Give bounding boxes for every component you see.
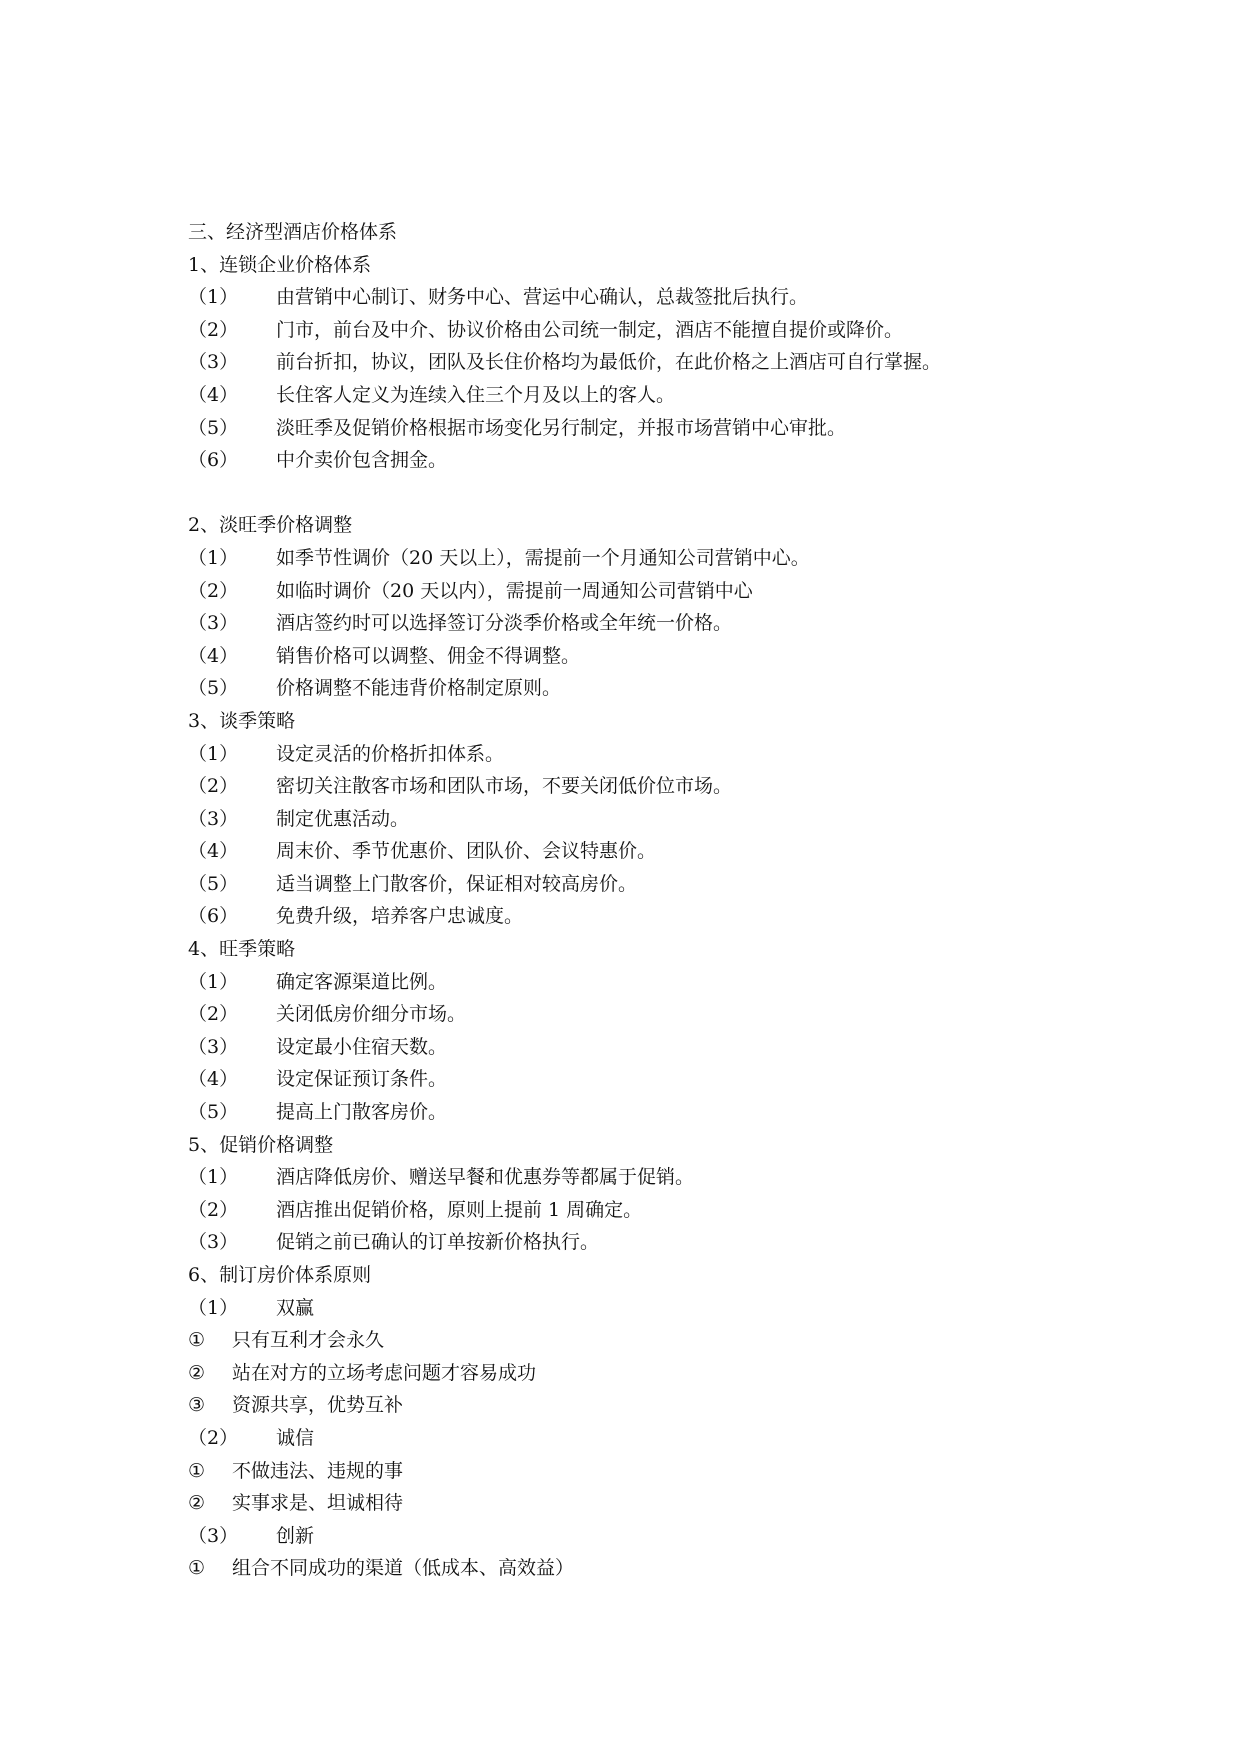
list-item <box>188 738 1148 771</box>
list-item <box>188 998 1148 1031</box>
item-text: 设定最小住宿天数。 <box>276 1035 448 1058</box>
item-text: 促销之前已确认的订单按新价格执行。 <box>276 1231 600 1254</box>
sub-point <box>188 1552 1148 1585</box>
section-heading: 4、旺季策略 <box>188 938 296 961</box>
sub-point-text: 组合不同成功的渠道（低成本、高效益） <box>232 1557 575 1580</box>
list-item <box>188 412 1148 445</box>
item-number: （3） <box>188 1524 239 1547</box>
item-text: 如临时调价（20 天以内），需提前一周通知公司营销中心 <box>276 579 753 602</box>
list-item <box>188 640 1148 673</box>
item-number: （2） <box>188 318 239 341</box>
section-heading: 6、制订房价体系原则 <box>188 1264 372 1286</box>
item-text: 双赢 <box>276 1296 315 1319</box>
list-item <box>188 900 1148 933</box>
sub-point-text: 只有互利才会永久 <box>232 1329 385 1352</box>
list-item <box>188 281 1148 314</box>
item-text: 如季节性调价（20 天以上），需提前一个月通知公司营销中心。 <box>276 546 810 569</box>
item-number: （5） <box>188 416 239 439</box>
item-number: （4） <box>188 383 239 406</box>
item-number: （3） <box>188 351 239 374</box>
item-text: 销售价格可以调整、佣金不得调整。 <box>276 644 581 667</box>
item-text: 适当调整上门散客价，保证相对较高房价。 <box>276 872 638 895</box>
section-heading: 1、连锁企业价格体系 <box>188 253 372 276</box>
item-number: （4） <box>188 1068 239 1091</box>
list-item <box>188 1031 1148 1064</box>
item-text: 酒店签约时可以选择签订分淡季价格或全年统一价格。 <box>276 612 733 635</box>
document-title: 三、经济型酒店价格体系 <box>188 221 398 243</box>
item-text: 设定保证预订条件。 <box>276 1068 448 1091</box>
section-heading: 3、谈季策略 <box>188 709 296 732</box>
item-text: 免费升级，培养客户忠诚度。 <box>276 905 524 928</box>
item-number: （1） <box>188 286 239 309</box>
circled-number: ② <box>188 1361 206 1384</box>
section-heading: 2、淡旺季价格调整 <box>188 514 353 537</box>
item-number: （5） <box>188 677 239 700</box>
item-number: （1） <box>188 970 239 993</box>
list-item <box>188 770 1148 803</box>
list-item <box>188 1096 1148 1129</box>
item-number: （3） <box>188 1035 239 1058</box>
item-text: 密切关注散客市场和团队市场，不要关闭低价位市场。 <box>276 775 733 798</box>
list-item <box>188 314 1148 347</box>
item-text: 淡旺季及促销价格根据市场变化另行制定，并报市场营销中心审批。 <box>276 416 847 439</box>
item-number: （3） <box>188 612 239 635</box>
item-number: （2） <box>188 775 239 798</box>
circled-number: ① <box>188 1459 206 1482</box>
circled-number: ① <box>188 1329 206 1352</box>
sub-point <box>188 1389 1148 1422</box>
circled-number: ② <box>188 1492 206 1515</box>
item-number: （5） <box>188 872 239 895</box>
sub-point <box>188 1487 1148 1520</box>
principle-item <box>188 1292 1148 1325</box>
principle-item <box>188 1520 1148 1553</box>
item-number: （2） <box>188 1003 239 1026</box>
item-number: （4） <box>188 840 239 863</box>
item-text: 门市，前台及中介、协议价格由公司统一制定，酒店不能擅自提价或降价。 <box>276 318 904 341</box>
item-number: （6） <box>188 905 239 928</box>
item-number: （2） <box>188 1426 239 1449</box>
item-text: 酒店降低房价、赠送早餐和优惠券等都属于促销。 <box>276 1166 695 1189</box>
item-number: （1） <box>188 742 239 765</box>
item-number: （1） <box>188 1296 239 1319</box>
list-item <box>188 803 1148 836</box>
list-item <box>188 1226 1148 1259</box>
list-item <box>188 379 1148 412</box>
sub-point-text: 站在对方的立场考虑问题才容易成功 <box>232 1361 537 1384</box>
list-item <box>188 835 1148 868</box>
item-number: （5） <box>188 1101 239 1124</box>
item-number: （4） <box>188 644 239 667</box>
circled-number: ③ <box>188 1394 206 1417</box>
list-item <box>188 1194 1148 1227</box>
list-item <box>188 966 1148 999</box>
item-text: 提高上门散客房价。 <box>276 1101 448 1124</box>
list-item <box>188 607 1148 640</box>
item-text: 关闭低房价细分市场。 <box>276 1003 467 1026</box>
item-number: （1） <box>188 1166 239 1189</box>
sub-point-text: 不做违法、违规的事 <box>232 1459 404 1482</box>
sub-point <box>188 1357 1148 1390</box>
item-text: 由营销中心制订、财务中心、营运中心确认，总裁签批后执行。 <box>276 286 809 309</box>
sub-point-text: 实事求是、坦诚相待 <box>232 1492 404 1515</box>
item-text: 酒店推出促销价格，原则上提前 1 周确定。 <box>276 1198 643 1221</box>
item-text: 价格调整不能违背价格制定原则。 <box>276 677 562 700</box>
item-number: （2） <box>188 579 239 602</box>
document-body <box>188 216 1148 1585</box>
list-item <box>188 575 1148 608</box>
list-item <box>188 672 1148 705</box>
section-heading: 5、促销价格调整 <box>188 1133 334 1156</box>
list-item <box>188 1063 1148 1096</box>
principle-item <box>188 1422 1148 1455</box>
item-number: （2） <box>188 1198 239 1221</box>
item-number: （1） <box>188 546 239 569</box>
item-number: （3） <box>188 1231 239 1254</box>
item-text: 中介卖价包含拥金。 <box>276 449 448 472</box>
item-text: 长住客人定义为连续入住三个月及以上的客人。 <box>276 383 676 406</box>
blank-line <box>188 477 1148 510</box>
circled-number: ① <box>188 1557 206 1580</box>
list-item <box>188 346 1148 379</box>
list-item <box>188 542 1148 575</box>
item-text: 创新 <box>276 1524 315 1547</box>
item-text: 制定优惠活动。 <box>276 807 410 830</box>
list-item <box>188 868 1148 901</box>
item-text: 确定客源渠道比例。 <box>276 970 448 993</box>
item-text: 周末价、季节优惠价、团队价、会议特惠价。 <box>276 840 657 863</box>
sub-point <box>188 1324 1148 1357</box>
sub-point-text: 资源共享，优势互补 <box>232 1394 404 1417</box>
list-item <box>188 444 1148 477</box>
item-text: 诚信 <box>276 1426 315 1449</box>
item-number: （6） <box>188 449 239 472</box>
sub-point <box>188 1455 1148 1488</box>
list-item <box>188 1161 1148 1194</box>
item-text: 设定灵活的价格折扣体系。 <box>276 742 505 765</box>
item-text: 前台折扣，协议，团队及长住价格均为最低价，在此价格之上酒店可自行掌握。 <box>276 351 942 374</box>
item-number: （3） <box>188 807 239 830</box>
